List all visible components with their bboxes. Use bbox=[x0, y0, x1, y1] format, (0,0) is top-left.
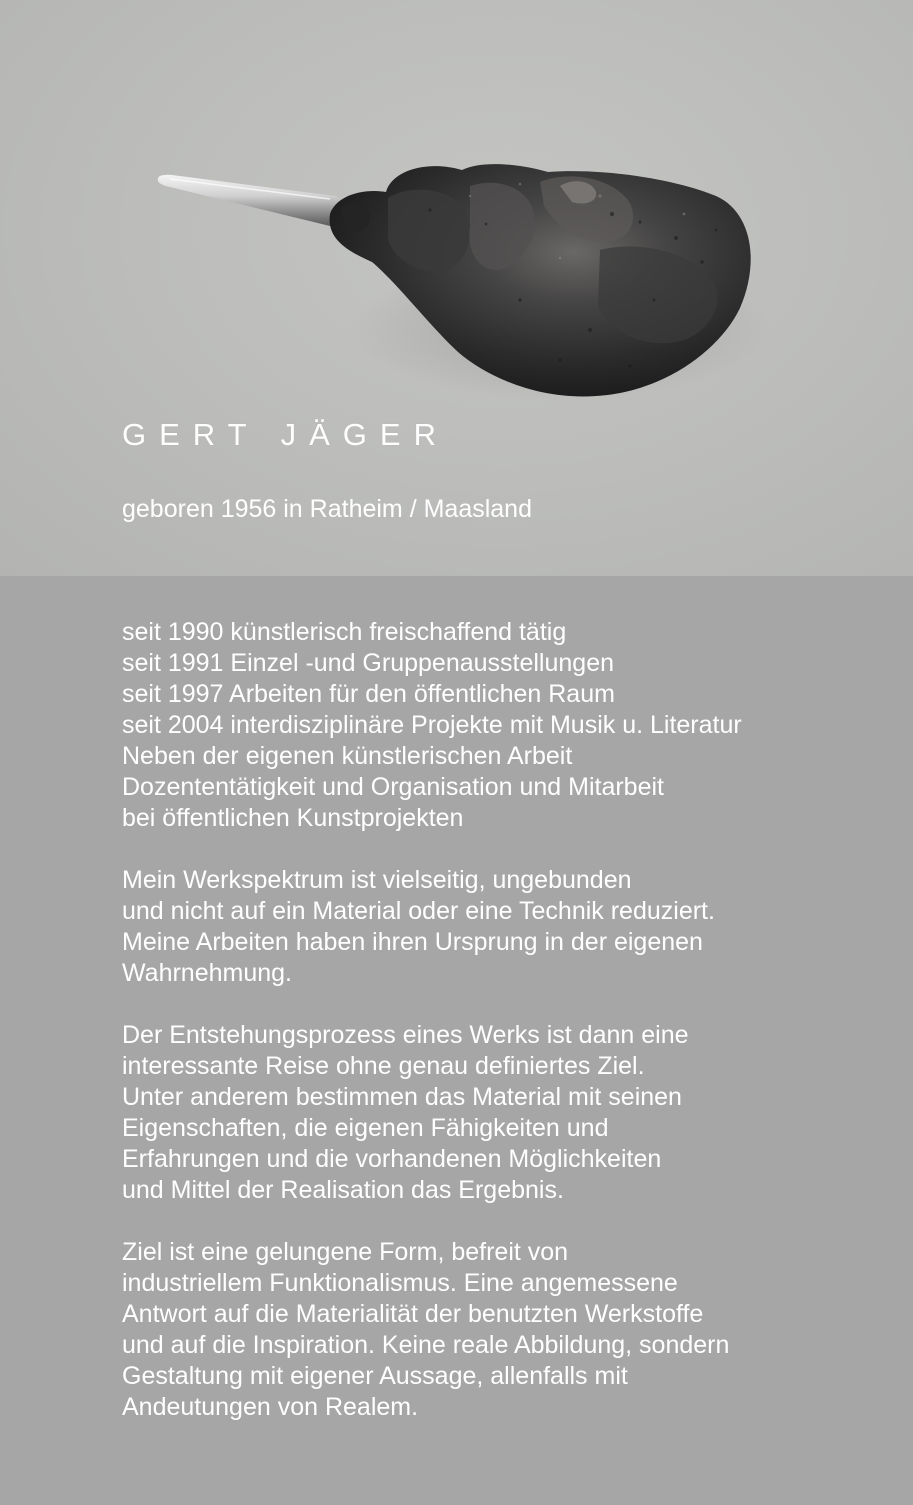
text-line: industriellem Funktionalismus. Eine angemessene bbox=[122, 1269, 678, 1297]
hero-section bbox=[0, 0, 913, 576]
text-line: seit 1991 Einzel -und Gruppenausstellungen bbox=[122, 649, 615, 677]
text-line: Meine Arbeiten haben ihren Ursprung in der eigenen bbox=[122, 928, 703, 956]
text-line: Unter anderem bestimmen das Material mit seinen bbox=[122, 1083, 682, 1111]
process-paragraph bbox=[122, 1020, 882, 1206]
text-line: Ziel ist eine gelungene Form, befreit von bbox=[122, 1238, 569, 1266]
text-line: interessante Reise ohne genau definiertes Ziel. bbox=[122, 1052, 645, 1080]
text-line: Neben der eigenen künstlerischen Arbeit bbox=[122, 742, 573, 770]
birth-info: geboren 1956 in Ratheim / Maasland bbox=[122, 495, 532, 523]
text-line: bei öffentlichen Kunstprojekten bbox=[122, 804, 464, 832]
text-line: und nicht auf ein Material oder eine Technik reduziert. bbox=[122, 897, 715, 925]
goal-paragraph bbox=[122, 1237, 882, 1423]
text-line: Mein Werkspektrum ist vielseitig, ungebunden bbox=[122, 866, 632, 894]
text-line: und Mittel der Realisation das Ergebnis. bbox=[122, 1176, 564, 1204]
spectrum-paragraph bbox=[122, 865, 882, 989]
sculpture-image bbox=[0, 0, 913, 576]
text-line: Dozententätigkeit und Organisation und Mitarbeit bbox=[122, 773, 664, 801]
biography bbox=[122, 617, 882, 1454]
text-line: seit 1990 künstlerisch freischaffend tätig bbox=[122, 618, 567, 646]
text-line: Eigenschaften, die eigenen Fähigkeiten und bbox=[122, 1114, 609, 1142]
text-line: Gestaltung mit eigener Aussage, allenfalls mit bbox=[122, 1362, 628, 1390]
artist-name: GERT JÄGER bbox=[122, 417, 449, 452]
text-line: Wahrnehmung. bbox=[122, 959, 292, 987]
cv-paragraph bbox=[122, 617, 882, 834]
text-line: seit 1997 Arbeiten für den öffentlichen Raum bbox=[122, 680, 615, 708]
text-line: und auf die Inspiration. Keine reale Abbildung, sondern bbox=[122, 1331, 730, 1359]
text-line: Der Entstehungsprozess eines Werks ist dann eine bbox=[122, 1021, 689, 1049]
text-line: Erfahrungen und die vorhandenen Möglichkeiten bbox=[122, 1145, 662, 1173]
text-line: Andeutungen von Realem. bbox=[122, 1393, 419, 1421]
text-line: seit 2004 interdisziplinäre Projekte mit Musik u. Literatur bbox=[122, 711, 742, 739]
text-line: Antwort auf die Materialität der benutzten Werkstoffe bbox=[122, 1300, 704, 1328]
